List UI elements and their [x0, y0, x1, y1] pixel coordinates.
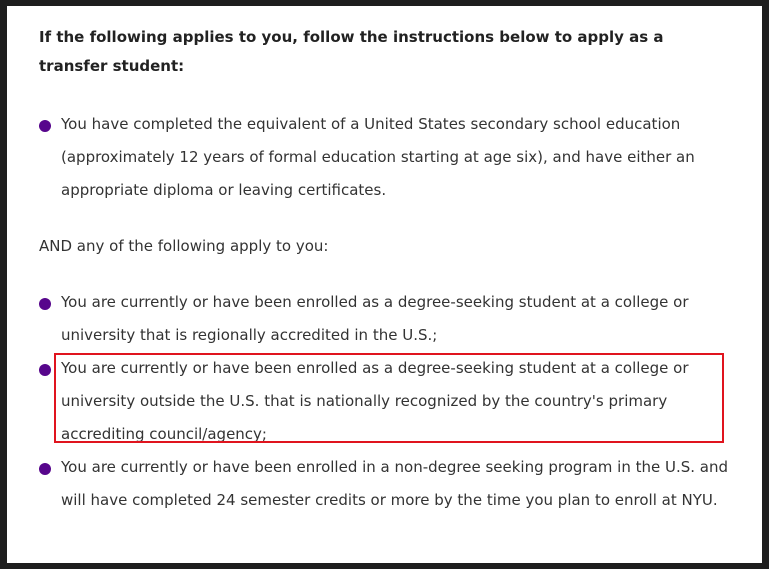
list-item-text: You have completed the equivalent of a United States secondary school education (approximately 12 years of formal education starting at age six), and have either an appropriate diploma or leaving certificates.: [61, 115, 695, 199]
bullet-dot-icon: [39, 298, 51, 310]
list-item-text: You are currently or have been enrolled as a degree-seeking student at a college or university outside the U.S. that is nationally recognized by the country's primary accrediting council/agency;: [61, 359, 689, 443]
list-item-text: You are currently or have been enrolled as a degree-seeking student at a college or university that is regionally accredited in the U.S.;: [61, 293, 689, 344]
bullet-dot-icon: [39, 120, 51, 132]
intro-heading: If the following applies to you, follow the instructions below to apply as a transfer student:: [39, 28, 664, 75]
bullet-dot-icon: [39, 463, 51, 475]
list-item-text: You are currently or have been enrolled in a non-degree seeking program in the U.S. and will have completed 24 semester credits or more by the time you plan to enroll at NYU.: [61, 458, 729, 509]
document-page: [7, 6, 762, 563]
and-condition-text: AND any of the following apply to you:: [39, 237, 329, 255]
highlight-box: [54, 353, 724, 443]
bullet-dot-icon: [39, 364, 51, 376]
